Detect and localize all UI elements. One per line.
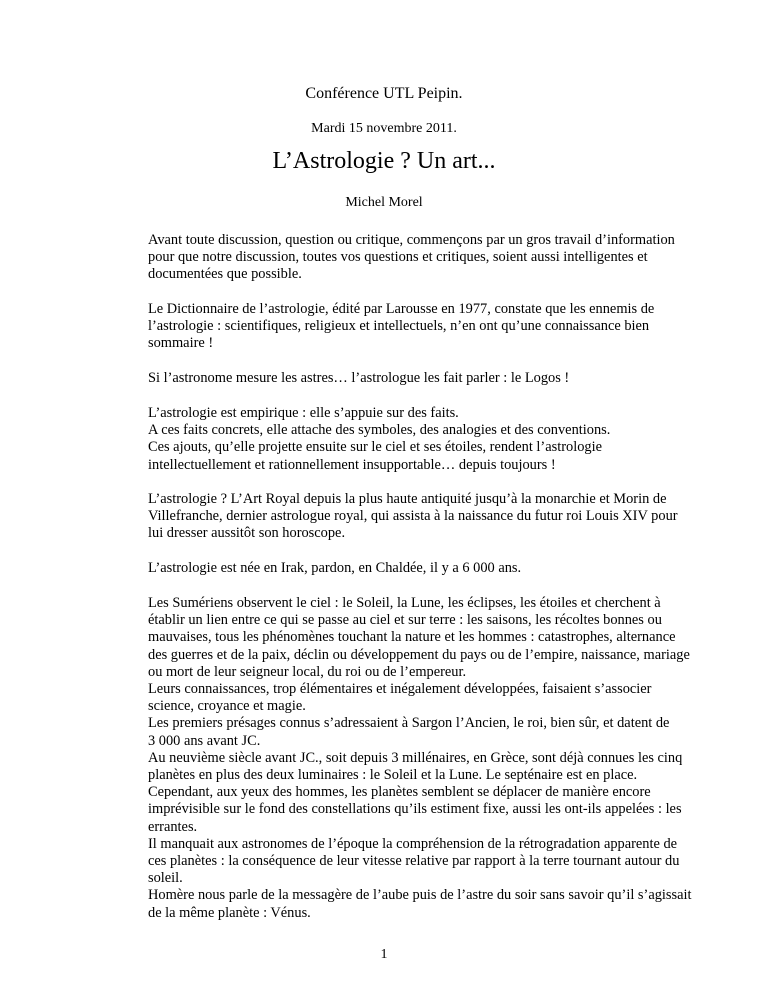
text-line: Les premiers présages connus s’adressaient à Sargon l’Ancien, le roi, bien sûr, et datent de xyxy=(148,715,670,732)
text-line: errantes. xyxy=(148,818,198,835)
author-name: Michel Morel xyxy=(345,195,423,210)
text-line: documentées que possible. xyxy=(148,266,302,283)
paragraph-2 xyxy=(148,301,655,353)
date-line: Mardi 15 novembre 2011. xyxy=(311,121,457,136)
text-line: Leurs connaissances, trop élémentaires et inégalement développées, faisaient s’associer xyxy=(148,681,652,698)
text-line: imprévisible sur le fond des constellations qu’ils estiment fixe, aussi les ont-ils appelées : les xyxy=(148,801,682,818)
paragraph-5 xyxy=(148,491,678,543)
text-line: intellectuellement et rationnellement insupportable… depuis toujours ! xyxy=(148,456,556,473)
paragraph-7 xyxy=(148,595,692,922)
text-line: lui dresser aussitôt son horoscope. xyxy=(148,525,346,542)
text-line: établir un lien entre ce qui se passe au ciel et sur terre : les saisons, les récoltes bonnes ou xyxy=(148,612,662,629)
text-line: ces planètes : la conséquence de leur vitesse relative par rapport à la terre tournant autour du xyxy=(148,853,680,870)
text-line: Homère nous parle de la messagère de l’aube puis de l’astre du soir sans savoir qu’il s’agissait xyxy=(148,887,692,904)
text-line: soleil. xyxy=(148,870,183,887)
text-line: de la même planète : Vénus. xyxy=(148,904,311,921)
text-line: Les Sumériens observent le ciel : le Soleil, la Lune, les éclipses, les étoiles et cherchent à xyxy=(148,595,661,611)
text-line: Le Dictionnaire de l’astrologie, édité par Larousse en 1977, constate que les ennemis de xyxy=(148,301,655,317)
paragraph-6 xyxy=(148,560,628,577)
text-line: l’astrologie : scientifiques, religieux et intellectuels, n’en ont qu’une connaissance bien xyxy=(148,318,650,335)
text-line: mauvaises, tous les phénomènes touchant la nature et les hommes : catastrophes, alternance xyxy=(148,629,676,646)
text-line: Au neuvième siècle avant JC., soit depuis 3 millénaires, en Grèce, sont déjà connues les cinq xyxy=(148,749,683,766)
text-line: planètes en plus des deux luminaires : le Soleil et la Lune. Le septénaire est en place. xyxy=(148,767,638,784)
document-title: L’Astrologie ? Un art... xyxy=(272,148,496,174)
text-line: A ces faits concrets, elle attache des symboles, des analogies et des conventions. xyxy=(148,422,611,439)
text-line: des guerres et de la paix, déclin ou développement du pays ou de l’empire, naissance, mariage xyxy=(148,646,690,663)
page-number: 1 xyxy=(380,947,388,962)
text-line: 3 000 ans avant JC. xyxy=(148,732,261,749)
text-line: Avant toute discussion, question ou critique, commençons par un gros travail d’information xyxy=(148,232,675,248)
text-line: sommaire ! xyxy=(148,335,214,352)
text-line: Villefranche, dernier astrologue royal, qui assista à la naissance du futur roi Louis XIV pour xyxy=(148,508,678,525)
paragraph-1 xyxy=(148,232,675,284)
text-line: Si l’astronome mesure les astres… l’astrologue les fait parler : le Logos ! xyxy=(148,370,570,386)
text-line: pour que notre discussion, toutes vos questions et critiques, soient aussi intelligentes et xyxy=(148,249,648,266)
text-line: Cependant, aux yeux des hommes, les planètes semblent se déplacer de manière encore xyxy=(148,784,651,801)
text-line: L’astrologie ? L’Art Royal depuis la plus haute antiquité jusqu’à la monarchie et Morin de xyxy=(148,491,667,507)
text-line: science, croyance et magie. xyxy=(148,698,306,715)
conference-heading: Conférence UTL Peipin. xyxy=(305,85,463,102)
paragraph-4 xyxy=(148,405,628,474)
paragraph-3 xyxy=(148,370,628,387)
text-line: ou mort de leur seigneur local, du roi ou de l’empereur. xyxy=(148,663,467,680)
text-line: Ces ajouts, qu’elle projette ensuite sur le ciel et ses étoiles, rendent l’astrologie xyxy=(148,439,602,456)
text-line: L’astrologie est empirique : elle s’appuie sur des faits. xyxy=(148,405,459,421)
text-line: L’astrologie est née en Irak, pardon, en Chaldée, il y a 6 000 ans. xyxy=(148,560,522,576)
text-line: Il manquait aux astronomes de l’époque la compréhension de la rétrogradation apparente de xyxy=(148,835,678,852)
